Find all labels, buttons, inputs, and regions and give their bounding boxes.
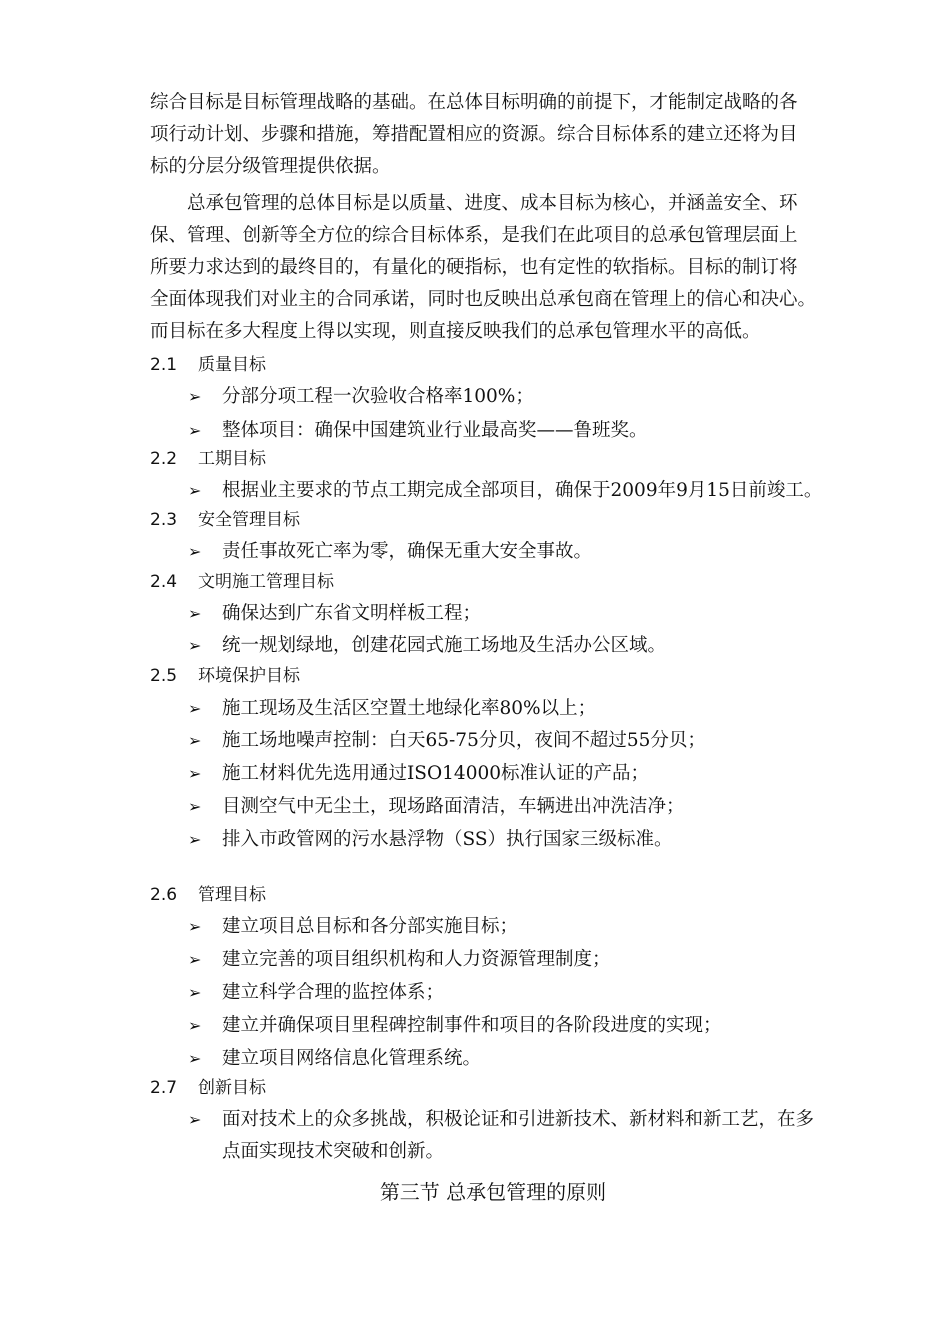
intro-line: 项行动计划、步骤和措施，筹措配置相应的资源。综合目标体系的建立还将为目 [150,124,798,145]
list-item [188,415,648,447]
arrow-bullet-icon: ➢ [188,764,202,783]
section-number: 2.7 [150,1078,178,1098]
list-item [188,725,706,757]
list-item-text: 建立科学合理的监控体系； [222,982,445,1003]
intro-line: 综合目标是目标管理战略的基础。在总体目标明确的前提下，才能制定战略的各 [150,92,798,113]
arrow-bullet-icon: ➢ [188,542,202,561]
list-item-text: 排入市政管网的污水悬浮物（SS）执行国家三级标准。 [222,829,673,850]
section-heading [150,508,300,532]
arrow-bullet-icon: ➢ [188,387,202,406]
section-title: 质量目标 [198,355,266,375]
overview-line: 保、管理、创新等全方位的综合目标体系，是我们在此项目的总承包管理层面上 [150,225,798,246]
list-item [188,536,592,568]
overview-line: 总承包管理的总体目标是以质量、进度、成本目标为核心，并涵盖安全、环 [187,193,798,214]
section-number: 2.3 [150,510,178,530]
arrow-bullet-icon: ➢ [188,917,202,936]
list-item-text: 施工现场及生活区空置土地绿化率80%以上； [222,698,597,719]
list-item [188,475,822,507]
section-heading [150,353,266,377]
list-item [188,598,481,630]
list-item [188,791,685,823]
section-heading [150,1076,266,1100]
list-item-text: 建立项目网络信息化管理系统。 [222,1048,482,1069]
section-heading [150,447,266,471]
list-item-text: 分部分项工程一次验收合格率100%； [222,386,534,407]
list-item-continuation: 点面实现技术突破和创新。 [222,1141,445,1162]
list-item [188,630,666,662]
list-item-text: 整体项目：确保中国建筑业行业最高奖——鲁班奖。 [222,420,648,441]
list-item-text: 统一规划绿地，创建花园式施工场地及生活办公区域。 [222,635,667,656]
list-item [188,693,596,725]
section-heading [150,570,334,594]
overview-line: 而目标在多大程度上得以实现，则直接反映我们的总承包管理水平的高低。 [150,321,761,342]
intro-paragraph [150,87,850,183]
list-item [188,911,518,943]
section-number: 2.4 [150,572,178,592]
list-item [188,1010,722,1042]
section-title: 工期目标 [198,449,266,469]
list-item [188,381,534,413]
arrow-bullet-icon: ➢ [188,983,202,1002]
arrow-bullet-icon: ➢ [188,830,202,849]
list-item-text: 施工场地噪声控制：白天65-75分贝，夜间不超过55分贝； [222,730,706,751]
next-section-title: 第三节 总承包管理的原则 [379,1180,607,1204]
section-title: 安全管理目标 [198,510,300,530]
section-title: 文明施工管理目标 [198,572,334,592]
list-item [188,824,673,856]
section-number: 2.5 [150,666,178,686]
list-item [188,1104,814,1136]
list-item-text: 确保达到广东省文明样板工程； [222,603,482,624]
arrow-bullet-icon: ➢ [188,699,202,718]
arrow-bullet-icon: ➢ [188,731,202,750]
section-title: 管理目标 [198,885,266,905]
list-item [188,1043,481,1075]
section-number: 2.2 [150,449,178,469]
list-item-text: 建立项目总目标和各分部实施目标； [222,916,519,937]
list-item-text: 面对技术上的众多挑战，积极论证和引进新技术、新材料和新工艺，在多 [222,1109,815,1130]
list-item [188,977,444,1009]
list-item-text: 根据业主要求的节点工期完成全部项目，确保于2009年9月15日前竣工。 [222,480,823,501]
section-heading [150,664,300,688]
arrow-bullet-icon: ➢ [188,1016,202,1035]
arrow-bullet-icon: ➢ [188,1049,202,1068]
intro-line: 标的分层分级管理提供依据。 [150,156,391,177]
arrow-bullet-icon: ➢ [188,481,202,500]
section-heading [150,883,266,907]
list-item-text: 建立并确保项目里程碑控制事件和项目的各阶段进度的实现； [222,1015,722,1036]
arrow-bullet-icon: ➢ [188,797,202,816]
section-title: 环境保护目标 [198,666,300,686]
list-item-text: 建立完善的项目组织机构和人力资源管理制度； [222,949,611,970]
list-item-text: 施工材料优先选用通过ISO14000标准认证的产品； [222,763,650,784]
overview-line: 全面体现我们对业主的合同承诺，同时也反映出总承包商在管理上的信心和决心。 [150,289,817,310]
list-item-text: 责任事故死亡率为零，确保无重大安全事故。 [222,541,593,562]
section-number: 2.6 [150,885,178,905]
arrow-bullet-icon: ➢ [188,1110,202,1129]
section-title: 创新目标 [198,1078,266,1098]
arrow-bullet-icon: ➢ [188,604,202,623]
overview-paragraph [150,188,850,348]
section-number: 2.1 [150,355,178,375]
arrow-bullet-icon: ➢ [188,950,202,969]
list-item [188,944,611,976]
arrow-bullet-icon: ➢ [188,636,202,655]
list-item [188,758,649,790]
list-item-text: 目测空气中无尘土，现场路面清洁，车辆进出冲洗洁净； [222,796,685,817]
arrow-bullet-icon: ➢ [188,421,202,440]
overview-line: 所要力求达到的最终目的，有量化的硬指标，也有定性的软指标。目标的制订将 [150,257,798,278]
